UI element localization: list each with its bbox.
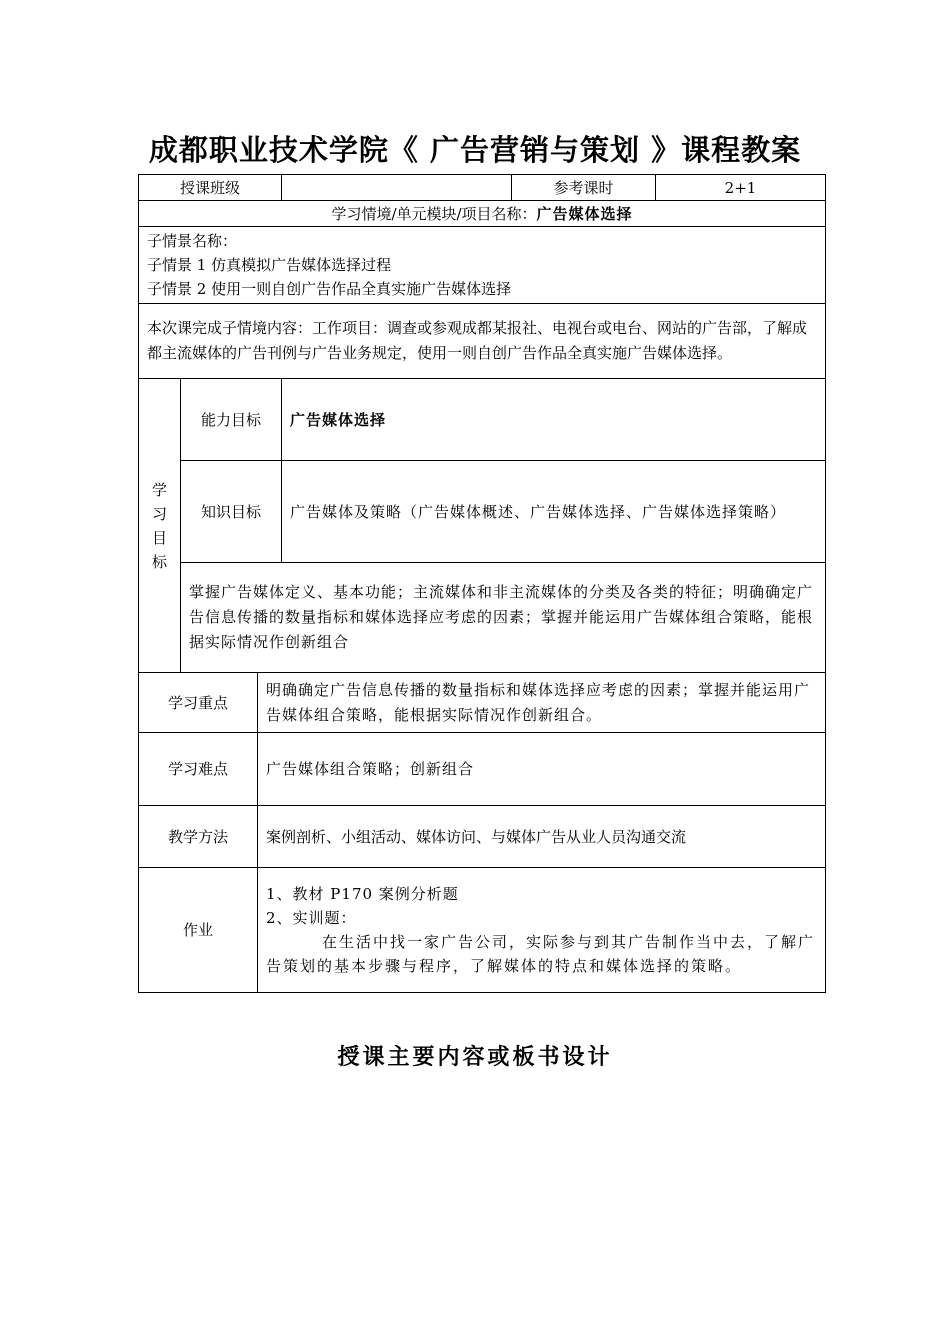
ability-value: 广告媒体选择	[282, 379, 826, 461]
homework-label: 作业	[139, 868, 258, 993]
key-points-value: 明确确定广告信息传播的数量指标和媒体选择应考虑的因素；掌握并能运用广告媒体组合策略，能根据实际情况作创新组合。	[258, 673, 826, 733]
lesson-plan-table	[138, 174, 826, 993]
methods-label: 教学方法	[139, 806, 258, 868]
header-row	[139, 175, 826, 201]
objective-detail: 掌握广告媒体定义、基本功能；主流媒体和非主流媒体的分类及各类的特征；明确确定广告信息传播的数量指标和媒体选择应考虑的因素；掌握并能运用广告媒体组合策略，能根据实际情况作创新组合	[181, 563, 826, 673]
class-value	[282, 175, 512, 201]
objective-detail-row	[139, 563, 826, 673]
content-row	[139, 304, 826, 379]
sub-scenario-cell	[139, 227, 826, 304]
document-title: 成都职业技术学院《 广告营销与策划 》课程教案	[148, 133, 802, 167]
key-points-label: 学习重点	[139, 673, 258, 733]
sub-scenario-heading: 子情景名称：	[147, 232, 238, 250]
difficulties-row	[139, 733, 826, 806]
sub-scenario-item-2: 子情景 2 使用一则自创广告作品全真实施广告媒体选择	[147, 280, 512, 298]
homework-value	[258, 868, 826, 993]
homework-row	[139, 868, 826, 993]
methods-value: 案例剖析、小组活动、媒体访问、与媒体广告从业人员沟通交流	[258, 806, 826, 868]
knowledge-value: 广告媒体及策略（广告媒体概述、广告媒体选择、广告媒体选择策略）	[282, 461, 826, 563]
difficulties-value: 广告媒体组合策略；创新组合	[258, 733, 826, 806]
sub-scenario-row	[139, 227, 826, 304]
methods-row	[139, 806, 826, 868]
knowledge-row	[139, 461, 826, 563]
module-row	[139, 201, 826, 227]
homework-line-1: 1、教材 P170 案例分析题	[266, 885, 459, 903]
class-label: 授课班级	[139, 175, 282, 201]
section-title: 授课主要内容或板书设计	[337, 1044, 613, 1070]
sub-scenario-item-1: 子情景 1 仿真模拟广告媒体选择过程	[147, 256, 392, 274]
homework-line-3: 在生活中找一家广告公司，实际参与到其广告制作当中去，了解广告策划的基本步骤与程序，了解媒体的特点和媒体选择的策略。	[266, 933, 816, 975]
knowledge-label: 知识目标	[181, 461, 282, 563]
homework-line-2: 2、实训题：	[266, 909, 357, 927]
ability-row	[139, 379, 826, 461]
hours-label: 参考课时	[512, 175, 656, 201]
objectives-side-label: 学 习 目 标	[139, 379, 181, 673]
difficulties-label: 学习难点	[139, 733, 258, 806]
module-cell	[139, 201, 826, 227]
module-value: 广告媒体选择	[536, 204, 633, 223]
content-cell: 本次课完成子情境内容：工作项目：调查或参观成都某报社、电视台或电台、网站的广告部，了解成都主流媒体的广告刊例与广告业务规定，使用一则自创广告作品全真实施广告媒体选择。	[139, 304, 826, 379]
key-points-row	[139, 673, 826, 733]
hours-value: 2+1	[656, 175, 826, 201]
module-label: 学习情境/单元模块/项目名称：	[331, 204, 537, 223]
ability-label: 能力目标	[181, 379, 282, 461]
